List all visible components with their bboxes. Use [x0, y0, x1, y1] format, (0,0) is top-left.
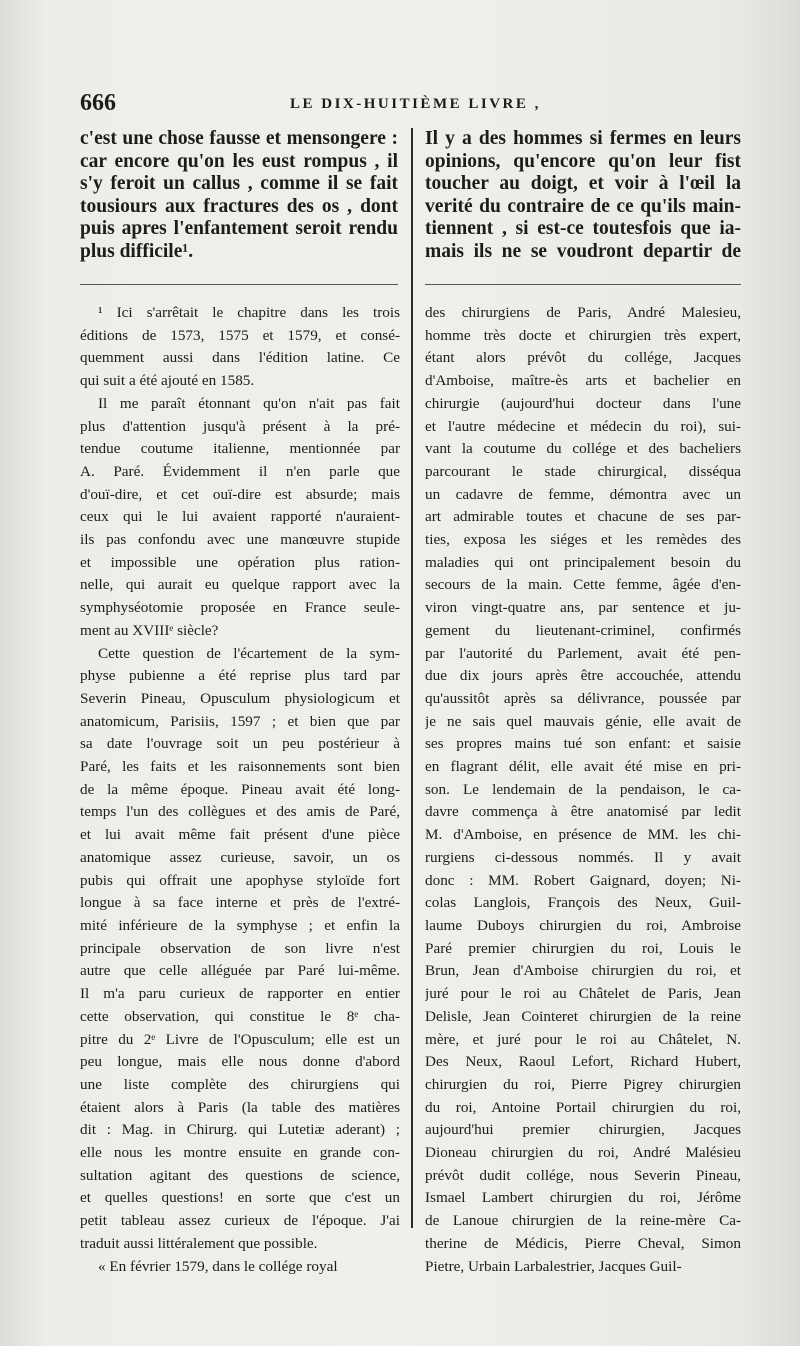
- text-line: étaient alors à Paris (la table des matières: [80, 1098, 400, 1116]
- text-line: Delisle, Jean Cointeret chirurgien de la reine: [425, 1007, 741, 1025]
- text-line: éditions de 1573, 1575 et 1579, et consé-: [80, 326, 400, 344]
- text-line: je ne sais quel mauvais génie, elle avait de: [425, 712, 741, 730]
- text-line: Paré premier chirurgien du roi, Louis le: [425, 939, 741, 957]
- text-line: Severin Pineau, Opusculum physiologicum et: [80, 689, 400, 707]
- text-line: et l'autre médecine et médecin du roi), sui-: [425, 417, 741, 435]
- text-line: nelle, qui aurait eu quelque rapport avec la: [80, 576, 400, 594]
- text-line: « En février 1579, dans le collége royal: [98, 1257, 338, 1275]
- text-line: plus d'attention jusqu'à présent à la pré-: [80, 417, 400, 435]
- text-line: longue à sa face interne et près de l'extré-: [80, 894, 400, 912]
- text-line: Paré, les faits et les raisonnements sont bien: [80, 758, 400, 776]
- text-line: petit tableau assez curieux de l'époque. J'ai: [80, 1212, 400, 1230]
- text-line: therine de Médicis, Pierre Cheval, Simon: [425, 1234, 741, 1252]
- left-main-text: [80, 128, 398, 264]
- text-line: en flagrant délit, elle avait été mise en pri-: [425, 758, 741, 776]
- text-line: qui suit a été ajouté en 1585.: [80, 372, 255, 390]
- text-line: mais ils ne se voudront departir de: [425, 240, 741, 262]
- text-line: s'y feroit un callus , comme il se fait: [80, 173, 398, 195]
- text-line: quemment aussi dans l'édition latine. Ce: [80, 349, 400, 367]
- text-line: temps l'un des collègues et des amis de Paré,: [80, 803, 400, 821]
- text-line: Il m'a paru curieux de rapporter en entier: [80, 985, 400, 1003]
- text-line: de Lanoue chirurgien de la reine-mère Ca-: [425, 1212, 741, 1230]
- text-line: des chirurgiens de Paris, André Malesieu,: [425, 304, 741, 321]
- text-line: par l'autorité du Parlement, avait été pen-: [425, 644, 741, 662]
- text-line: M. d'Amboise, en présence de MM. les chi-: [425, 826, 741, 844]
- text-line: son. Le lendemain de la pendaison, le ca-: [425, 780, 741, 798]
- text-line: peu longue, mais elle nous donne d'abord: [80, 1053, 400, 1071]
- text-line: mère, et juré pour le roi au Châtelet, N.: [425, 1030, 741, 1048]
- text-line: Ismael Lambert chirurgien du roi, Jérôme: [425, 1189, 741, 1207]
- text-line: donc : MM. Robert Gaignard, doyen; Ni-: [425, 871, 741, 889]
- text-line: dit : Mag. in Chirurg. qui Lutetiæ aderant) ;: [80, 1121, 400, 1139]
- text-line: opinions, qu'encore qu'on leur fist: [425, 150, 741, 172]
- text-line: due dix jours après être accouchée, attendu: [425, 667, 741, 685]
- text-line: et quelles questions! en sorte que c'est un: [80, 1189, 400, 1207]
- text-line: ceux qui le lui avaient rapporté n'auraient-: [80, 508, 400, 526]
- page-number: 666: [80, 90, 116, 116]
- text-line: Des Neux, Raoul Lefort, Richard Hubert,: [425, 1053, 741, 1071]
- text-line: autre que celle alléguée par Paré lui-même.: [80, 962, 400, 980]
- text-line: Dioneau chirurgien du roi, André Malésieu: [425, 1144, 741, 1162]
- text-line: ment au XVIIIᵉ siècle?: [80, 621, 219, 639]
- text-line: mité inférieure de la symphyse ; et enfin la: [80, 916, 400, 934]
- text-line: sa date l'ouvrage soit un peu postérieur à: [80, 735, 400, 753]
- text-line: traduit aussi littéralement que possible.: [80, 1234, 318, 1252]
- text-line: ¹ Ici s'arrêtait le chapitre dans les trois: [98, 304, 400, 321]
- right-text-divider: [425, 284, 741, 285]
- text-line: et lui avait même fait présent d'une pièce: [80, 826, 400, 844]
- text-line: maladies qui ont principalement besoin du: [425, 553, 741, 571]
- text-line: puis apres l'enfantement seroit rendu: [80, 218, 398, 240]
- text-line: prévôt dudit collége, nous Severin Pineau,: [425, 1166, 741, 1184]
- text-line: d'ouï-dire, et cet ouï-dire est absurde; mais: [80, 485, 400, 503]
- text-line: du roi, Antoine Portail chirurgien du roi,: [425, 1098, 741, 1116]
- text-line: gement du lieutenant-criminel, confirmés: [425, 621, 741, 639]
- text-line: sultation agitant des questions de science,: [80, 1166, 400, 1184]
- text-line: pubis qui offrait une apophyse styloïde fort: [80, 871, 400, 889]
- text-line: ties, exposa les siéges et les remèdes des: [425, 531, 741, 549]
- text-line: étant alors prévôt du collége, Jacques: [425, 349, 741, 367]
- text-line: un cadavre de femme, démontra avec un: [425, 485, 741, 503]
- text-line: verité du contraire de ce qu'ils main-: [425, 195, 741, 217]
- right-main-text: [425, 128, 741, 264]
- text-line: anatomicum, Parisiis, 1597 ; et bien que par: [80, 712, 400, 730]
- text-line: d'Amboise, maître-ès arts et bachelier en: [425, 372, 741, 390]
- text-line: aujourd'hui premier chirurgien, Jacques: [425, 1121, 741, 1139]
- text-line: vant la coutume du collége et des bacheliers: [425, 440, 741, 458]
- text-line: tendue coutume italienne, mentionnée par: [80, 440, 400, 458]
- text-line: qu'aussitôt après sa délivrance, poussée par: [425, 689, 741, 707]
- text-line: ils pas confondu avec une manœuvre stupide: [80, 531, 400, 549]
- right-footnote-text: [425, 302, 741, 1278]
- text-line: rurgiens ci-dessous nommés. Il y avait: [425, 848, 741, 866]
- text-line: de la même époque. Pineau avait été long-: [80, 780, 400, 798]
- text-line: secours de la main. Cette femme, âgée d'en-: [425, 576, 741, 594]
- text-line: elle nous les montre ensuite en grande con-: [80, 1144, 400, 1162]
- left-text-divider: [80, 284, 398, 285]
- text-line: et impossible une opération plus ration-: [80, 553, 400, 571]
- text-line: car encore qu'on les eust rompus , il: [80, 150, 398, 172]
- text-line: c'est une chose fausse et mensongere :: [80, 128, 398, 149]
- text-line: Brun, Jean d'Amboise chirurgien du roi, et: [425, 962, 741, 980]
- text-line: une liste complète des chirurgiens qui: [80, 1075, 400, 1093]
- column-rule: [411, 128, 413, 1228]
- left-footnote-text: [80, 302, 400, 1278]
- text-line: symphyséotomie proposée en France seule-: [80, 599, 400, 617]
- page-header: [80, 90, 780, 124]
- text-line: toucher au doigt, et voir à l'œil la: [425, 173, 741, 195]
- text-line: principale observation de son livre n'est: [80, 939, 400, 957]
- text-line: chirurgien du roi, Pierre Pigrey chirurgien: [425, 1075, 741, 1093]
- text-line: chirurgie (aujourd'hui docteur dans l'une: [425, 394, 741, 412]
- text-line: pitre du 2ᵉ Livre de l'Opusculum; elle est un: [80, 1030, 400, 1048]
- text-line: anatomique assez curieuse, savoir, un os: [80, 848, 400, 866]
- text-line: laume Duboys chirurgien du roi, Ambroise: [425, 916, 741, 934]
- text-line: Pietre, Urbain Larbalestrier, Jacques Guil-: [425, 1257, 682, 1275]
- text-line: davre commença à être anatomisé par ledit: [425, 803, 741, 821]
- text-line: plus difficile¹.: [80, 240, 194, 262]
- text-line: juré pour le roi au Châtelet de Paris, Jean: [425, 985, 741, 1003]
- text-line: art admirable toutes et chacune de ses par-: [425, 508, 741, 526]
- running-title: LE DIX-HUITIÈME LIVRE ,: [290, 96, 541, 112]
- text-line: physe pubienne a été reprise plus tard par: [80, 667, 400, 685]
- text-line: homme très docte et chirurgien très expert,: [425, 326, 741, 344]
- text-line: Cette question de l'écartement de la sym-: [98, 644, 400, 662]
- text-line: tousiours aux fractures des os , dont: [80, 195, 398, 217]
- text-line: parcourant le stade chirurgical, disséqua: [425, 462, 741, 480]
- text-line: A. Paré. Évidemment il n'en parle que: [80, 462, 400, 480]
- text-line: colas Langlois, François des Neux, Guil-: [425, 894, 741, 912]
- text-line: ses propres mains tué son enfant: et saisie: [425, 735, 741, 753]
- text-line: cette observation, qui constitue le 8ᵉ cha-: [80, 1007, 400, 1025]
- text-line: Il me paraît étonnant qu'on n'ait pas fait: [98, 394, 400, 412]
- text-line: tiennent , si est-ce toutesfois que ia-: [425, 218, 741, 240]
- text-line: viron vingt-quatre ans, par sentence et ju-: [425, 599, 741, 617]
- text-line: Il y a des hommes si fermes en leurs: [425, 128, 741, 149]
